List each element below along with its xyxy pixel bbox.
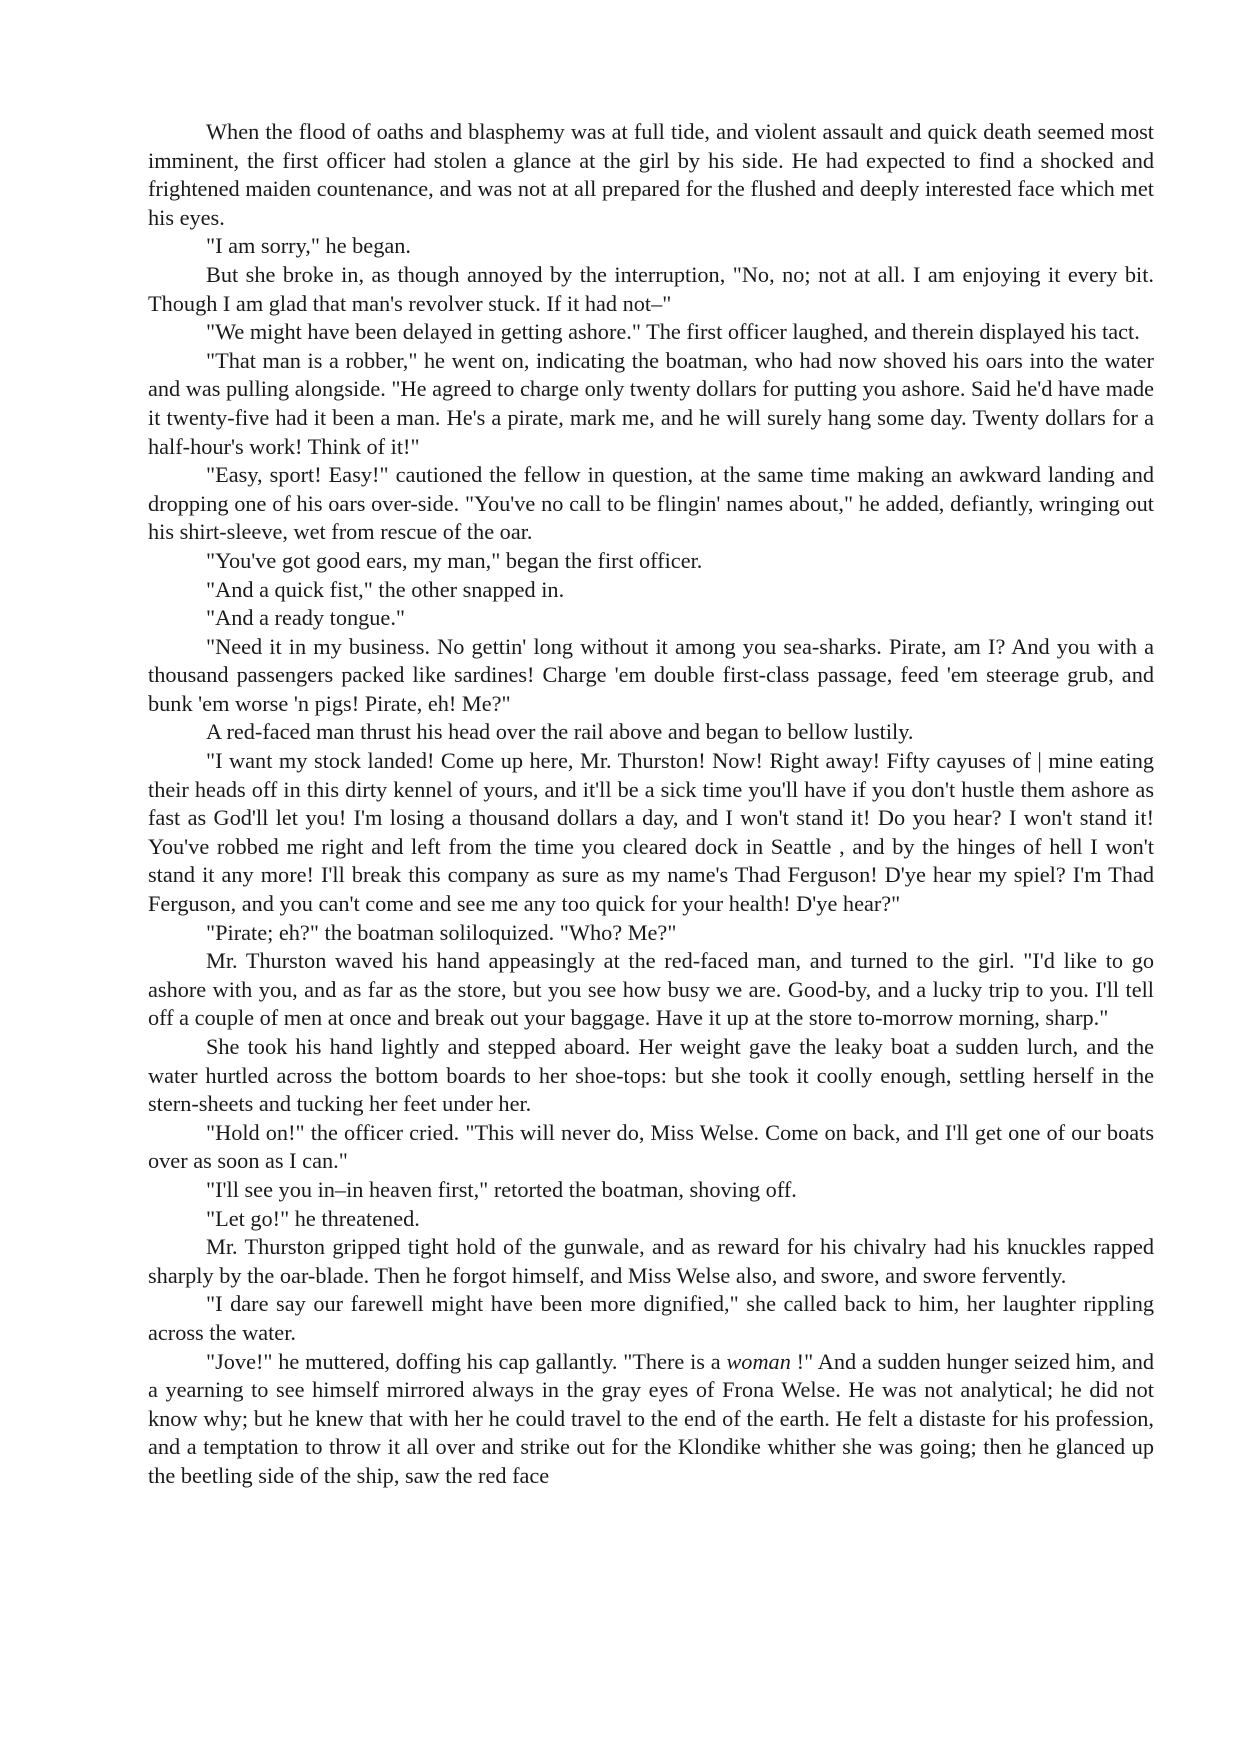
paragraph-last-after: !" And a sudden hunger seized him, and a yearning to see himself mirrored always in the gray eyes of Frona Welse. He was not analytical; he did not know why; but he knew that with her he could travel to the end of the earth. He felt a distaste for his profession, and a temptation to throw it all over and strike out for the Klondike whither she was going; then he glanced up the beetling side of the ship, saw the red face <box>148 1348 1154 1488</box>
paragraph: "Let go!" he threatened. <box>206 1205 420 1231</box>
paragraph: But she broke in, as though annoyed by the interruption, "No, no; not at all. I am enjoying it every bit. Though I am glad that man's revolver stuck. If it had not–" <box>148 261 1154 316</box>
paragraph: "I'll see you in–in heaven first," retorted the boatman, shoving off. <box>206 1176 797 1202</box>
paragraph: "I am sorry," he began. <box>206 233 411 259</box>
emphasis-woman: woman <box>726 1348 791 1374</box>
paragraph: She took his hand lightly and stepped aboard. Her weight gave the leaky boat a sudden lurch, and the water hurtled across the bottom boards to her shoe-tops: but she took it coolly enough, settling herself in the stern-sheets and tucking her feet under her. <box>148 1034 1154 1117</box>
paragraph: "That man is a robber," he went on, indicating the boatman, who had now shoved his oars into the water and was pulling alongside. "He agreed to charge only twenty dollars for putting you ashore. Said he'd have made it twenty-five had it been a man. He's a pirate, mark me, and he will surely hang some day. Twenty dollars for a half-hour's work! Think of it!" <box>148 347 1154 459</box>
paragraph: "Easy, sport! Easy!" cautioned the fellow in question, at the same time making an awkward landing and dropping one of his oars over-side. "You've no call to be flingin' names about," he added, defiantly, wringing out his shirt-sleeve, wet from rescue of the oar. <box>148 462 1154 545</box>
paragraph: "You've got good ears, my man," began the first officer. <box>206 547 703 573</box>
paragraph: "And a quick fist," the other snapped in. <box>206 576 565 602</box>
paragraph: "We might have been delayed in getting ashore." The first officer laughed, and therein displayed his tact. <box>206 319 1140 345</box>
paragraph: "Need it in my business. No gettin' long without it among you sea-sharks. Pirate, am I? And you with a thousand passengers packed like sardines! Charge 'em double first-class passage, feed 'em steerage grub, and bunk 'em worse 'n pigs! Pirate, eh! Me?" <box>148 633 1154 716</box>
paragraph: "Hold on!" the officer cried. "This will never do, Miss Welse. Come on back, and I'll get one of our boats over as soon as I can." <box>148 1119 1154 1174</box>
paragraph: Mr. Thurston waved his hand appeasingly at the red-faced man, and turned to the girl. "I'd like to go ashore with you, and as far as the store, but you see how busy we are. Good-by, and a lucky trip to you. I'll tell off a couple of men at once and break out your baggage. Have it up at the store to-morrow morning, sharp." <box>148 948 1154 1031</box>
paragraph: "Pirate; eh?" the boatman soliloquized. "Who? Me?" <box>206 919 677 945</box>
book-page <box>148 118 1154 1491</box>
paragraph: Mr. Thurston gripped tight hold of the gunwale, and as reward for his chivalry had his knuckles rapped sharply by the oar-blade. Then he forgot himself, and Miss Welse also, and swore, and swore fervently. <box>148 1234 1154 1288</box>
paragraph: "I dare say our farewell might have been more dignified," she called back to him, her laughter rippling across the water. <box>148 1291 1154 1345</box>
paragraph: "I want my stock landed! Come up here, Mr. Thurston! Now! Right away! Fifty cayuses of | mine eating their heads off in this dirty kennel of yours, and it'll be a sick time you'll have if you don't hustle them ashore as fast as God'll let you! I'm losing a thousand dollars a day, and I won't stand it! Do you hear? I won't stand it! You've robbed me right and left from the time you cleared dock in Seattle , and by the hinges of hell I won't stand it any more! I'll break this company as sure as my name's Thad Ferguson! D'ye hear my spiel? I'm Thad Ferguson, and you can't come and see me any too quick for your health! D'ye hear?" <box>148 748 1154 917</box>
paragraph: When the flood of oaths and blasphemy was at full tide, and violent assault and quick death seemed most imminent, the first officer had stolen a glance at the girl by his side. He had expected to find a shocked and frightened maiden countenance, and was not at all prepared for the flushed and deeply interested face which met his eyes. <box>148 119 1154 230</box>
paragraph-last <box>148 1348 1154 1491</box>
paragraph: A red-faced man thrust his head over the rail above and began to bellow lustily. <box>206 719 914 745</box>
paragraph-last-before: "Jove!" he muttered, doffing his cap gallantly. "There is a <box>206 1348 727 1374</box>
paragraph: "And a ready tongue." <box>206 605 405 631</box>
